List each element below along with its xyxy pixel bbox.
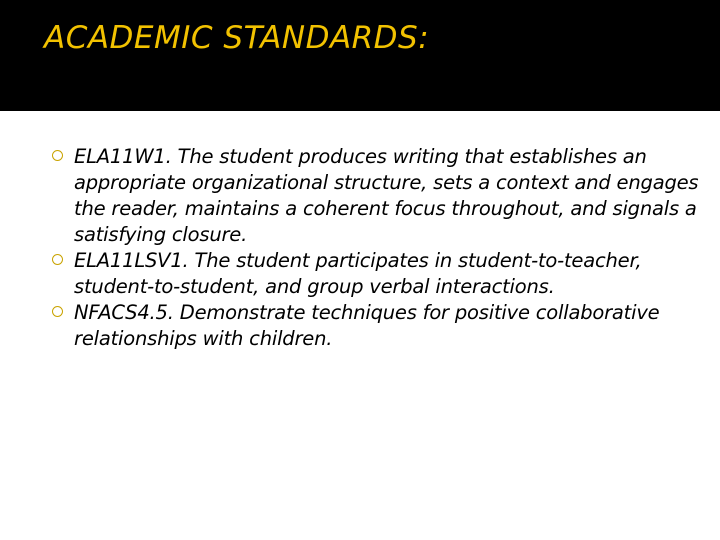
bullet-text: ELA11LSV1. The student participates in student-to-teacher, student-to-student, and group verbal interactions. (74, 249, 642, 298)
circle-bullet-icon (52, 254, 63, 265)
bullet-text: ELA11W1. The student produces writing that establishes an appropriate organizational structure, sets a context and engages the reader, maintains a coherent focus throughout, and signals a satisfying closure. (74, 145, 699, 246)
title-bar (0, 0, 720, 111)
bullet-item-nfacs4-5 (52, 300, 702, 352)
circle-bullet-icon (52, 306, 63, 317)
slide-title: ACADEMIC STANDARDS: (44, 20, 430, 56)
bullet-text: NFACS4.5. Demonstrate techniques for positive collaborative relationships with children. (74, 301, 660, 350)
bullet-list (52, 144, 702, 352)
circle-bullet-icon (52, 150, 63, 161)
bullet-item-ela11w1 (52, 144, 702, 248)
bullet-item-ela11lsv1 (52, 248, 702, 300)
